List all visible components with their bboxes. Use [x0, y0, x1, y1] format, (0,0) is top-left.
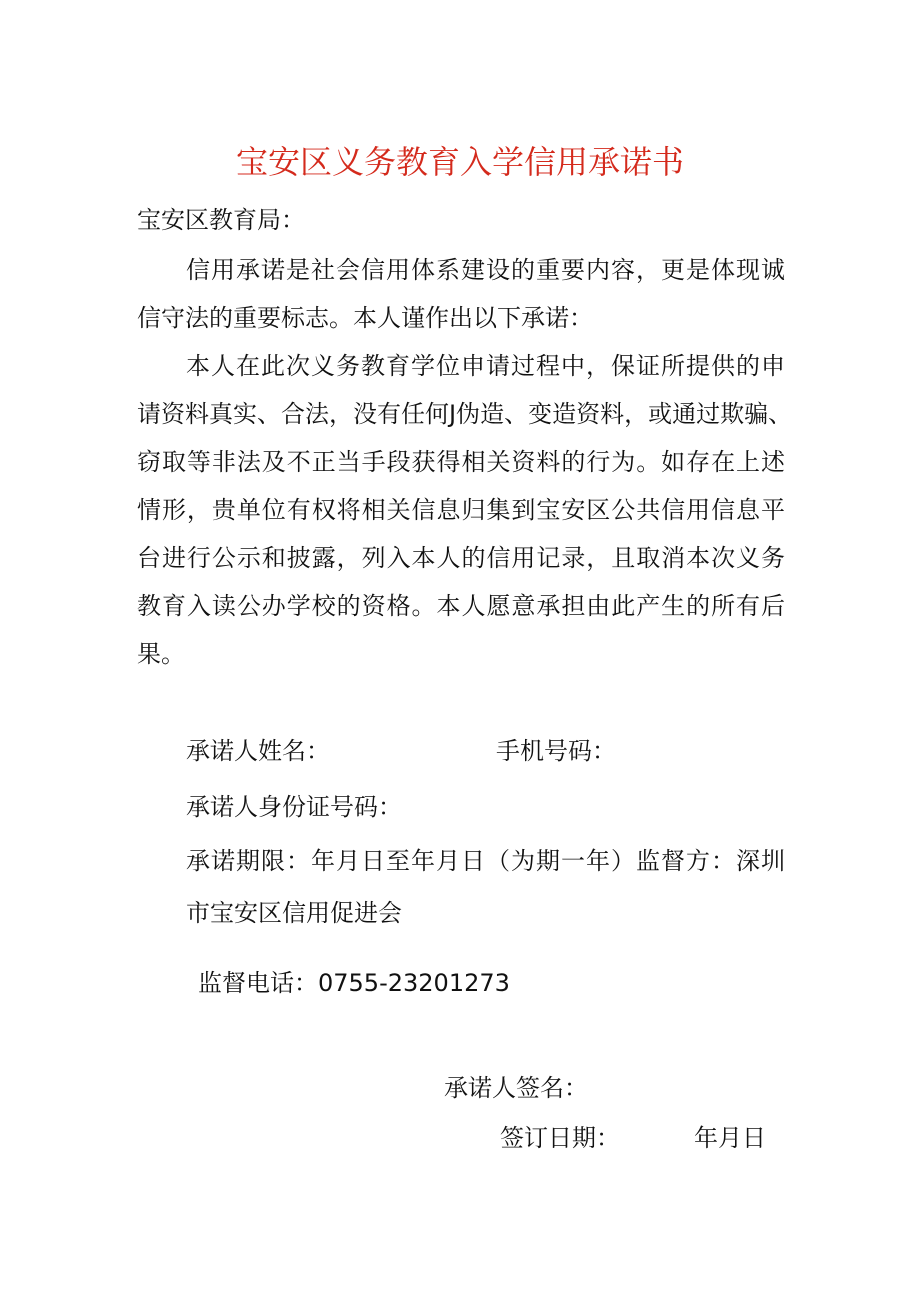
paragraph1-line: 信用承诺是社会信用体系建设的重要内容，更是体现诚 [186, 256, 785, 284]
commitment-period-line: 市宝安区信用促进会 [186, 899, 402, 927]
signing-date-label: 签订日期： [500, 1124, 620, 1152]
document-title: 宝安区义务教育入学信用承诺书 [235, 143, 684, 181]
paragraph2-line: 果。 [137, 640, 185, 668]
id-number-label: 承诺人身份证号码： [186, 793, 402, 821]
paragraph2-line: 窃取等非法及不正当手段获得相关资料的行为。如存在上述 [137, 448, 785, 476]
signing-date-value: 年月日 [694, 1124, 766, 1152]
signer-name-label: 承诺人姓名： [186, 737, 330, 765]
paragraph2-line: 情形，贵单位有权将相关信息归集到宝安区公共信用信息平 [137, 496, 785, 524]
paragraph2-line: 本人在此次义务教育学位申请过程中，保证所提供的申 [186, 352, 785, 380]
paragraph1-line: 信守法的重要标志。本人谨作出以下承诺： [137, 304, 593, 332]
paragraph2-line: 请资料真实、合法，没有任何J伪造、变造资料，或通过欺骗、 [137, 400, 793, 428]
paragraph2-line: 台进行公示和披露，列入本人的信用记录，且取消本次义务 [137, 544, 785, 572]
signer-signature-label: 承诺人签名： [444, 1074, 588, 1102]
phone-number-label: 手机号码： [496, 737, 616, 765]
addressee: 宝安区教育局： [137, 206, 305, 234]
commitment-period-line: 承诺期限：年月日至年月日（为期一年）监督方：深圳 [186, 847, 785, 875]
paragraph2-line: 教育入读公办学校的资格。本人愿意承担由此产生的所有后 [137, 592, 785, 620]
supervision-hotline: 监督电话：0755-23201273 [198, 969, 510, 997]
